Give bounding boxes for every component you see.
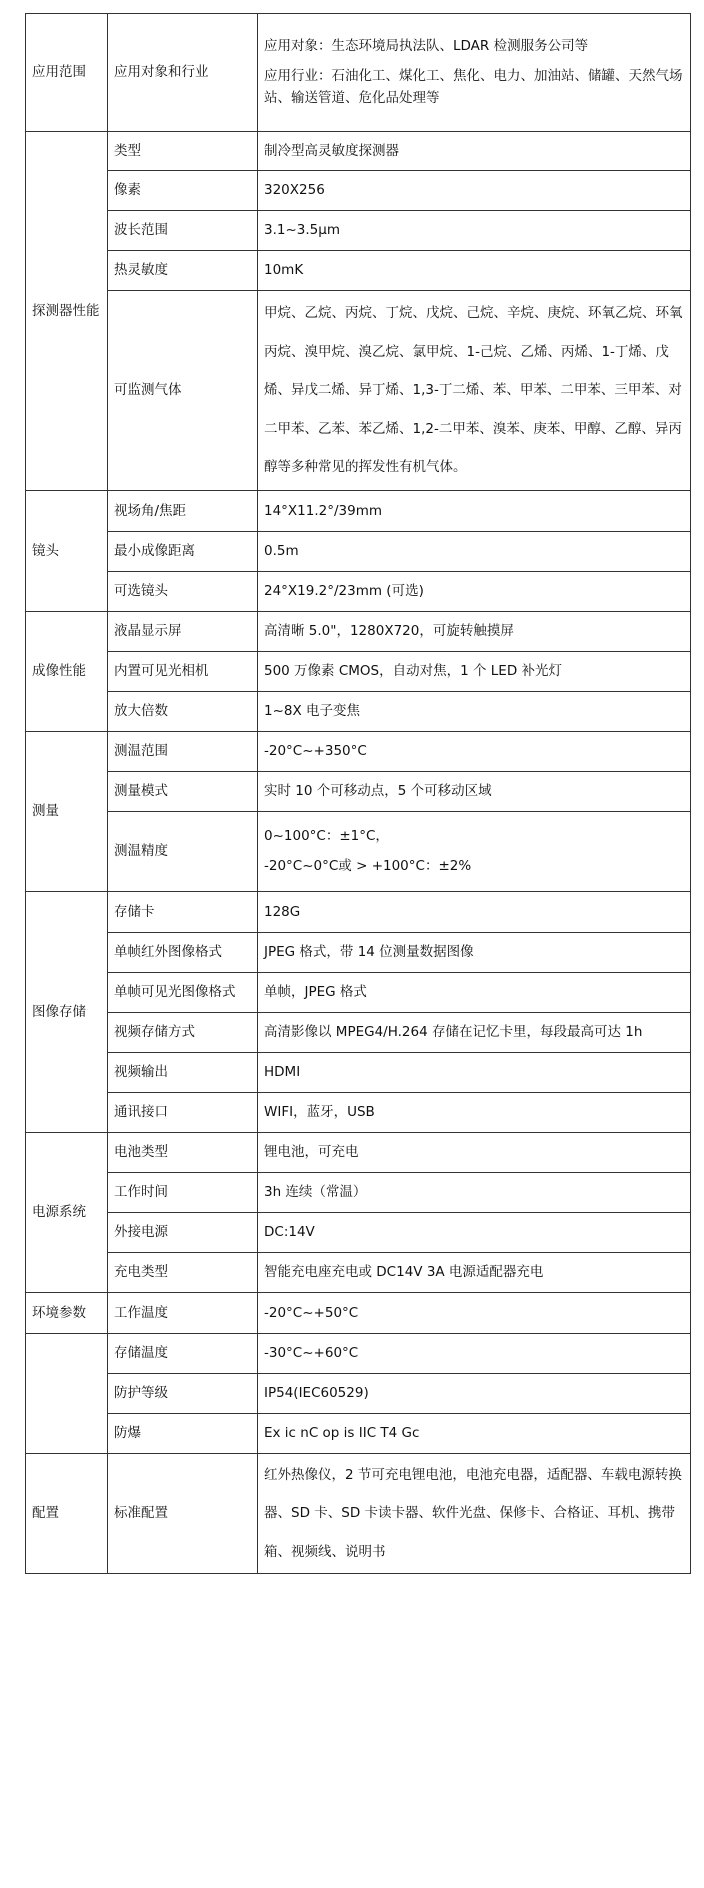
table-row (26, 1253, 691, 1293)
row-value: 1~8X 电子变焦 (258, 692, 691, 732)
row-value: 10mK (258, 251, 691, 291)
row-value: DC:14V (258, 1213, 691, 1253)
row-value: HDMI (258, 1053, 691, 1093)
row-label: 波长范围 (108, 211, 258, 251)
table-row (26, 652, 691, 692)
row-value: -20°C~+350°C (258, 732, 691, 772)
row-label: 充电类型 (108, 1253, 258, 1293)
row-value: 锂电池，可充电 (258, 1133, 691, 1173)
row-label: 内置可见光相机 (108, 652, 258, 692)
row-label: 工作温度 (108, 1293, 258, 1334)
row-value: 24°X19.2°/23mm (可选) (258, 572, 691, 612)
row-label: 放大倍数 (108, 692, 258, 732)
row-value: -30°C~+60°C (258, 1334, 691, 1374)
row-label: 外接电源 (108, 1213, 258, 1253)
table-row (26, 973, 691, 1013)
row-value: 红外热像仪，2 节可充电锂电池，电池充电器，适配器、车载电源转换器、SD 卡、SD 卡读卡器、软件光盘、保修卡、合格证、耳机、携带箱、视频线、说明书 (258, 1454, 691, 1574)
table-row (26, 933, 691, 973)
row-label: 单帧红外图像格式 (108, 933, 258, 973)
row-label: 像素 (108, 171, 258, 211)
category-power: 电源系统 (26, 1133, 108, 1293)
row-label: 应用对象和行业 (108, 14, 258, 132)
row-value: 高清晰 5.0"，1280X720，可旋转触摸屏 (258, 612, 691, 652)
row-label: 液晶显示屏 (108, 612, 258, 652)
table-row (26, 572, 691, 612)
row-label: 电池类型 (108, 1133, 258, 1173)
row-label: 类型 (108, 132, 258, 171)
row-label: 通讯接口 (108, 1093, 258, 1133)
row-label: 标准配置 (108, 1454, 258, 1574)
row-label: 可选镜头 (108, 572, 258, 612)
application-industries: 应用行业：石油化工、煤化工、焦化、电力、加油站、储罐、天然气场站、输送管道、危化品处理等 (264, 68, 683, 106)
spec-table (25, 13, 691, 1574)
row-value: 3h 连续（常温） (258, 1173, 691, 1213)
table-row (26, 772, 691, 812)
row-value: 实时 10 个可移动点，5 个可移动区域 (258, 772, 691, 812)
table-row (26, 1293, 691, 1334)
row-label: 视场角/焦距 (108, 491, 258, 532)
row-label: 存储卡 (108, 892, 258, 933)
row-value: 制冷型高灵敏度探测器 (258, 132, 691, 171)
table-row (26, 132, 691, 171)
row-label: 测温精度 (108, 812, 258, 892)
table-row (26, 171, 691, 211)
category-config: 配置 (26, 1454, 108, 1574)
row-value: 320X256 (258, 171, 691, 211)
row-value (258, 14, 691, 132)
row-label: 视频存储方式 (108, 1013, 258, 1053)
row-value: Ex ic nC op is IIC T4 Gc (258, 1414, 691, 1454)
table-row (26, 211, 691, 251)
table-row (26, 14, 691, 132)
table-row (26, 732, 691, 772)
table-row (26, 812, 691, 892)
row-value: WIFI，蓝牙，USB (258, 1093, 691, 1133)
row-value: 0.5m (258, 532, 691, 572)
table-row (26, 1133, 691, 1173)
category-lens: 镜头 (26, 491, 108, 612)
row-value: 智能充电座充电或 DC14V 3A 电源适配器充电 (258, 1253, 691, 1293)
row-label: 测量模式 (108, 772, 258, 812)
row-value: -20°C~+50°C (258, 1293, 691, 1334)
row-value: IP54(IEC60529) (258, 1374, 691, 1414)
category-imaging: 成像性能 (26, 612, 108, 732)
row-value (258, 812, 691, 892)
category-storage: 图像存储 (26, 892, 108, 1133)
row-label: 可监测气体 (108, 291, 258, 491)
table-row (26, 892, 691, 933)
category-measurement: 测量 (26, 732, 108, 892)
table-row (26, 1173, 691, 1213)
row-label: 测温范围 (108, 732, 258, 772)
row-value: 3.1~3.5μm (258, 211, 691, 251)
table-row (26, 1374, 691, 1414)
accuracy-line-2: -20°C~0°C或 > +100°C：±2% (264, 857, 472, 874)
row-value: 14°X11.2°/39mm (258, 491, 691, 532)
row-label: 防护等级 (108, 1374, 258, 1414)
row-label: 防爆 (108, 1414, 258, 1454)
table-row (26, 1013, 691, 1053)
row-value: 500 万像素 CMOS，自动对焦，1 个 LED 补光灯 (258, 652, 691, 692)
category-environment: 环境参数 (26, 1293, 108, 1334)
row-label: 热灵敏度 (108, 251, 258, 291)
row-value: JPEG 格式，带 14 位测量数据图像 (258, 933, 691, 973)
row-value: 128G (258, 892, 691, 933)
table-row (26, 1053, 691, 1093)
row-label: 单帧可见光图像格式 (108, 973, 258, 1013)
table-row (26, 251, 691, 291)
row-value: 高清影像以 MPEG4/H.264 存储在记忆卡里，每段最高可达 1h (258, 1013, 691, 1053)
row-label: 最小成像距离 (108, 532, 258, 572)
accuracy-line-1: 0~100°C：±1°C， (264, 827, 389, 844)
table-row (26, 1334, 691, 1374)
row-label: 工作时间 (108, 1173, 258, 1213)
category-config-top (26, 1334, 108, 1454)
row-label: 视频输出 (108, 1053, 258, 1093)
table-row (26, 1213, 691, 1253)
table-row (26, 532, 691, 572)
row-value: 单帧，JPEG 格式 (258, 973, 691, 1013)
row-label: 存储温度 (108, 1334, 258, 1374)
table-row (26, 1454, 691, 1574)
row-value: 甲烷、乙烷、丙烷、丁烷、戊烷、己烷、辛烷、庚烷、环氧乙烷、环氧丙烷、溴甲烷、溴乙烷、氯甲烷、1-己烷、乙烯、丙烯、1-丁烯、戊烯、异戊二烯、异丁烯、1,3-丁二烯、苯、甲苯、二甲苯、三甲苯、对二甲苯、乙苯、苯乙烯、1,2-二甲苯、溴苯、庚苯、甲醇、乙醇、异丙醇等多种常见的挥发性有机气体。 (258, 291, 691, 491)
application-objects: 应用对象：生态环境局执法队、LDAR 检测服务公司等 (264, 37, 589, 54)
category-detector: 探测器性能 (26, 132, 108, 491)
table-row (26, 291, 691, 491)
category-application: 应用范围 (26, 14, 108, 132)
table-row (26, 692, 691, 732)
table-row (26, 1414, 691, 1454)
table-row (26, 612, 691, 652)
table-row (26, 1093, 691, 1133)
table-row (26, 491, 691, 532)
